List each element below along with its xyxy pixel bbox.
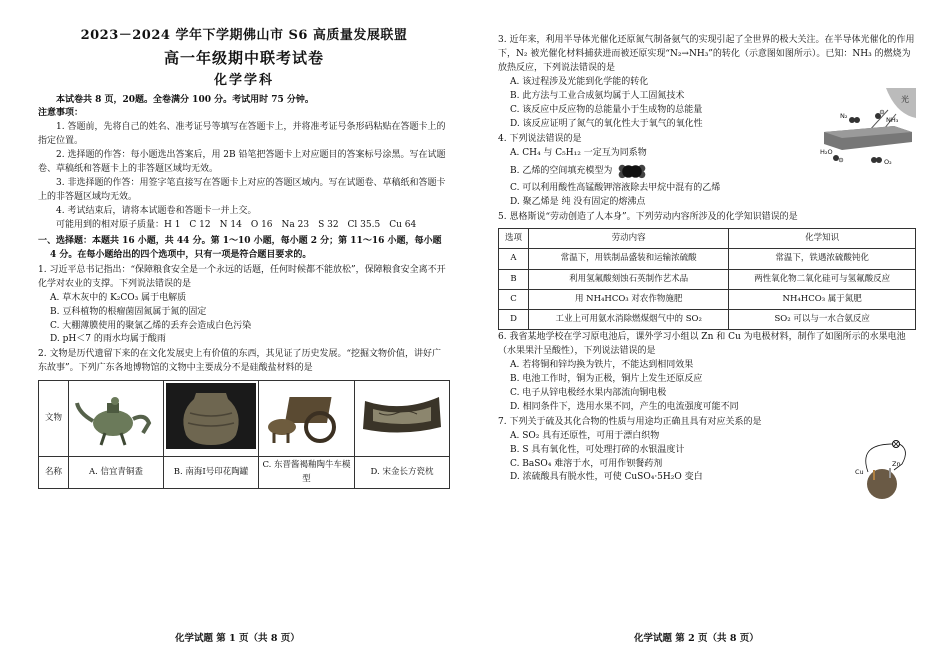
relic-name-d: D. 宋金长方瓷枕 <box>355 457 450 488</box>
table-cell: 用 NH₄HCO₃ 对农作物施肥 <box>529 289 729 309</box>
table-cell: A <box>499 249 529 269</box>
cu-label: Cu <box>855 468 864 476</box>
labor-table <box>498 228 916 330</box>
ethylene-model-icon <box>615 163 649 179</box>
porcelain-pillow-image <box>357 383 447 449</box>
exam-subject: 化学学科 <box>213 73 274 89</box>
option-b: B. 电池工作时，铜为正极，铜片上发生还原反应 <box>510 373 703 384</box>
section-title-cont: 4 分。在每小题给出的四个选项中，只有一项是符合题目要求的。 <box>50 249 312 260</box>
option-b-text: B. 乙烯的空间填充模型为 <box>510 166 613 177</box>
table-row <box>499 309 916 329</box>
table-cell: NH₄HCO₃ 属于氮肥 <box>729 289 916 309</box>
question-stem: 1. 习近平总书记指出：“保障粮食安全是一个永远的话题，任何时候都不能放松”，保障粮食安全离不开化学对农业的支撑。下列说法错误的是 <box>38 264 446 289</box>
relic-image-b <box>164 381 259 457</box>
exam-header-line1: 2023－2024 学年下学期佛山市 S6 高质量发展联盟 <box>80 28 408 43</box>
relic-image-d <box>355 381 450 457</box>
table-cell: C <box>499 289 529 309</box>
option-a: A. 该过程涉及光能到化学能的转化 <box>510 76 649 87</box>
table-row <box>499 289 916 309</box>
notice-item: 2. 选择题的作答：每小题选出答案后，用 2B 铅笔把答题卡上对应题目的答案标号涂黑。写在试题卷、草稿纸和答题卡上的非答题区域均无效。 <box>38 150 446 175</box>
option-d: D. 浓硫酸具有脱水性，可使 CuSO₄·5H₂O 变白 <box>510 472 703 483</box>
question-2 <box>38 348 450 488</box>
question-1 <box>38 264 450 348</box>
option-c: C. 可以利用酸性高锰酸钾溶液除去甲烷中混有的乙烯 <box>510 183 721 194</box>
page-footer-left: 化学试题 第 1 页（共 8 页） <box>175 633 300 645</box>
option-c: C. 电子从锌电极经水果内部流向铜电极 <box>510 387 667 398</box>
table-cell: 常温下，铁遇浓硫酸钝化 <box>729 249 916 269</box>
page-footer-right: 化学试题 第 2 页（共 8 页） <box>634 633 759 645</box>
option-b: B. 豆科植物的根瘤菌固氮属于氮的固定 <box>50 306 207 317</box>
relic-image-c <box>259 381 355 457</box>
option-c: C. 该反应中反应物的总能量小于生成物的总能量 <box>510 104 703 115</box>
question-6 <box>498 331 916 415</box>
ox-cart-model-image <box>262 383 352 449</box>
exam-info: 本试卷共 8 页，20题。全卷满分 100 分。考试用时 75 分钟。 <box>56 94 314 105</box>
nh3-label: NH₃ <box>886 116 899 124</box>
table-cell: 利用氢氟酸刻蚀石英制作艺术品 <box>529 269 729 289</box>
option-d: D. 该反应证明了氮气的氧化性大于氧气的氧化性 <box>510 118 703 129</box>
question-stem: 7. 下列关于硫及其化合物的性质与用途均正确且具有对应关系的是 <box>498 416 762 427</box>
notice-item: 3. 非选择题的作答：用签字笔直接写在答题卡上对应的答题区域内。写在试题卷、草稿纸和答题卡上的非答题区域均无效。 <box>38 178 446 203</box>
table-header: 选项 <box>499 229 529 249</box>
question-stem: 6. 我省某地学校在学习原电池后，课外学习小组以 Zn 和 Cu 为电极材料，制作了如图所示的水果电池（水果果汁呈酸性），下列说法错误的是 <box>498 332 906 357</box>
question-stem: 5. 恩格斯说“劳动创造了人本身”。下列劳动内容所涉及的化学知识错误的是 <box>498 212 798 223</box>
question-stem: 3. 近年来，利用半导体光催化还原氮气制备氨气的实现引起了全世界的极大关注。在半导体光催化的作用下，N₂ 被光催化材料捕获进而被还原实现“N₂→NH₃”的转化（示意图如图所示）。已知：NH₃ 的燃烧为放热反应，下列说法错误的是 <box>498 35 915 73</box>
option-c: C. 大棚薄膜使用的聚氯乙烯的丢弃会造成白色污染 <box>50 320 252 331</box>
table-header: 化学知识 <box>729 229 916 249</box>
bronze-vessel-image <box>71 383 161 449</box>
option-a: A. CH₄ 与 C₅H₁₂ 一定互为同系物 <box>510 147 647 158</box>
table-cell: D <box>499 309 529 329</box>
n2-label: N₂ <box>840 112 848 120</box>
fruit-battery-diagram <box>850 440 912 500</box>
row-label-relic: 文物 <box>39 381 69 457</box>
table-row <box>499 269 916 289</box>
table-cell: B <box>499 269 529 289</box>
relic-name-c: C. 东晋酱褐釉陶牛车模型 <box>259 457 355 488</box>
o2-label: O₂ <box>884 158 892 166</box>
relic-name-a: A. 信宜青铜盉 <box>69 457 164 488</box>
page-1 <box>38 0 450 659</box>
option-d: D. 聚乙烯是 纯 没有固定的熔沸点 <box>510 197 646 208</box>
exam-header-line2: 高一年级期中联考试卷 <box>163 49 324 68</box>
table-row <box>499 249 916 269</box>
option-b: B. S 具有氧化性，可处理打碎的水银温度计 <box>510 444 685 455</box>
light-label: 光 <box>901 95 909 104</box>
relic-image-a <box>69 381 164 457</box>
page-2 <box>498 0 916 659</box>
table-header: 劳动内容 <box>529 229 729 249</box>
notice-item: 1. 答题前，先将自己的姓名、准考证号等填写在答题卡上，并将准考证号条形码粘贴在答题卡上的指定位置。 <box>38 122 446 147</box>
question-stem: 2. 文物是历代遗留下来的在文化发展史上有价值的东西，其见证了历史发展。“挖掘文物价值，讲好广东故事”。下列广东各地博物馆的文物中主要成分不是硅酸盐材料的是 <box>38 349 442 374</box>
question-5 <box>498 211 916 330</box>
row-label-name: 名称 <box>39 457 69 488</box>
atomic-masses: 可能用到的相对原子质量：H 1 C 12 N 14 O 16 Na 23 S 32 Cl 35.5 Cu 64 <box>56 219 417 230</box>
table-cell: 常温下，用铁制品盛装和运输浓硫酸 <box>529 249 729 269</box>
table-cell: 两性氧化物二氧化硅可与氢氟酸反应 <box>729 269 916 289</box>
photocatalysis-diagram <box>816 88 916 174</box>
zn-label: Zn <box>892 460 901 468</box>
notice-title: 注意事项： <box>38 108 84 119</box>
pottery-jar-image <box>166 383 256 449</box>
option-c: C. BaSO₄ 难溶于水，可用作钡餐药剂 <box>510 458 663 469</box>
table-cell: 工业上可用氨水消除燃煤烟气中的 SO₂ <box>529 309 729 329</box>
option-b: B. 此方法与工业合成氨均属于人工固氮技术 <box>510 90 685 101</box>
relic-table <box>38 380 450 489</box>
notice-item: 4. 考试结束后，请将本试题卷和答题卡一并上交。 <box>56 206 257 217</box>
relic-name-b: B. 南海Ⅰ号印花陶罐 <box>164 457 259 488</box>
option-a: A. SO₂ 具有还原性，可用于漂白织物 <box>510 430 660 441</box>
option-d: D. 相同条件下，选用水果不同，产生的电流强度可能不同 <box>510 401 739 412</box>
h2o-label: H₂O <box>820 148 833 156</box>
option-d: D. pH＜7 的雨水均属于酸雨 <box>50 334 166 345</box>
question-stem: 4. 下列说法错误的是 <box>498 133 582 144</box>
option-a: A. 若将铜和锌均换为铁片，不能达到相同效果 <box>510 359 694 370</box>
section-title: 一、选择题：本题共 16 小题，共 44 分。第 1～10 小题，每小题 2 分；第 11～16 小题，每小题 <box>38 235 442 246</box>
option-a: A. 草木灰中的 K₂CO₃ 属于电解质 <box>50 292 187 303</box>
table-cell: SO₂ 可以与一水合氨反应 <box>729 309 916 329</box>
